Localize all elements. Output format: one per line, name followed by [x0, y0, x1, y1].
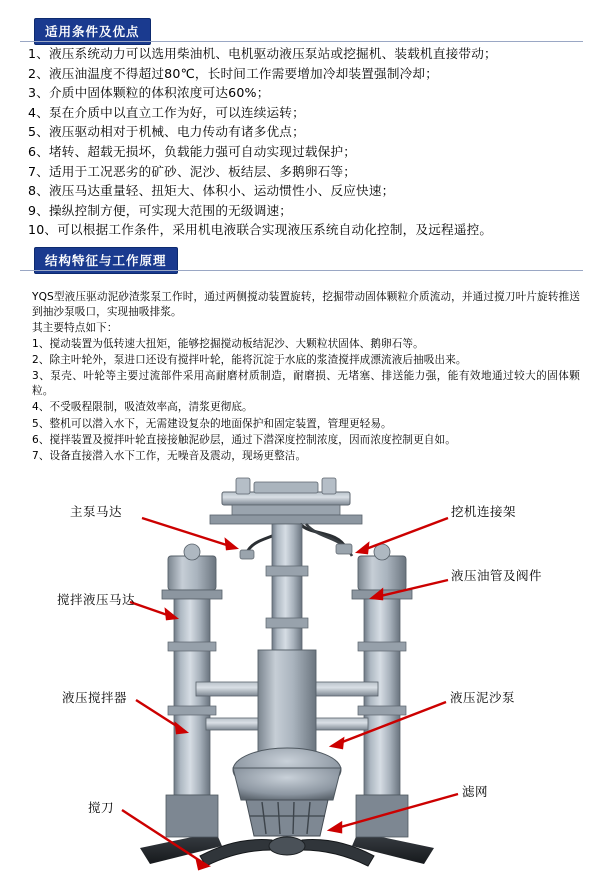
advantages-heading-rule	[20, 41, 583, 42]
pump-machine-graphic	[140, 478, 434, 866]
list-item: 2、液压油温度不得超过80℃，长时间工作需要增加冷却装置强制冷却；	[28, 65, 438, 81]
callout-strainer-screen: 滤网	[462, 784, 489, 799]
callout-excavator-bracket: 挖机连接架	[451, 504, 517, 519]
structure-point: 4、不受吸程限制，吸渣效率高，清浆更彻底。	[32, 401, 253, 414]
list-item: 7、适用于工况恶劣的矿砂、泥沙、板结层、多鹅卵石等；	[28, 163, 357, 179]
structure-intro: YQS型液压驱动泥砂渣浆泵工作时，通过两侧搅动装置旋转，挖掘带动固体颗粒介质流动，并通过搅刀叶片旋转推送到抽沙泵吸口，实现抽吸排浆。	[32, 291, 580, 319]
upper-frame-plate	[210, 515, 362, 524]
structure-points-title: 其主要特点如下：	[32, 322, 118, 335]
pump-figure	[0, 470, 603, 888]
list-item: 10、可以根据工作条件，采用机电液联合实现液压系统自动化控制，及远程遥控。	[28, 222, 493, 238]
callout-hydraulic-slurry-pump: 液压泥沙泵	[450, 690, 516, 705]
list-item: 9、操纵控制方便，可实现大范围的无级调速；	[28, 202, 293, 218]
advantages-list	[28, 44, 588, 240]
structure-point: 7、设备直接潜入水下工作，无噪音及震动，现场更整洁。	[32, 450, 307, 463]
structure-text-block	[32, 290, 580, 465]
list-item: 8、液压马达重量轻、扭矩大、体积小、运动惯性小、反应快速；	[28, 183, 395, 199]
hydraulic-agitator-left	[168, 599, 216, 795]
list-item: 4、泵在介质中以直立工作为好，可以连续运转；	[28, 104, 305, 120]
column-flange	[266, 566, 308, 576]
structure-point: 5、整机可以潜入水下，无需建设复杂的地面保护和固定装置，管理更轻易。	[32, 417, 392, 430]
pump-illustration	[0, 470, 603, 888]
stirring-hydraulic-motor-left	[162, 544, 222, 599]
list-item: 6、堵转、超载无损坏，负载能力强可自动实现过载保护；	[28, 143, 357, 159]
column-flange	[266, 618, 308, 628]
structure-heading-badge: 结构特征与工作原理	[34, 247, 178, 274]
hydraulic-agitator-right	[358, 599, 406, 795]
stirring-blade-part	[200, 837, 374, 866]
center-drive-column	[272, 524, 302, 650]
structure-heading-rule	[20, 270, 583, 271]
callout-stirring-blade: 搅刀	[88, 800, 115, 815]
list-item: 5、液压驱动相对于机械、电力传动有诸多优点；	[28, 124, 305, 140]
structure-point: 3、泵壳、叶轮等主要过流部件采用高耐磨材质制造，耐磨损、无堵塞、排送能力强，能有效地通过较大的固体颗粒。	[32, 370, 580, 398]
list-item: 3、介质中固体颗粒的体积浓度可达60%；	[28, 85, 270, 101]
structure-point: 2、除主叶轮外，泵进口还设有搅拌叶轮，能将沉淀于水底的浆渣搅拌成漂流液后抽吸出来。	[32, 353, 467, 366]
structure-point: 1、搅动装置为低转速大扭矩，能够挖掘搅动板结泥沙、大颗粒状固体、鹅卵石等。	[32, 337, 424, 350]
structure-point: 6、搅拌装置及搅拌叶轮直接接触泥砂层，通过下潜深度控制浓度，因而浓度控制更自如。	[32, 433, 456, 446]
callout-hydraulic-agitator: 液压搅拌器	[62, 690, 128, 705]
advantages-heading-badge: 适用条件及优点	[34, 18, 151, 45]
strainer-screen-part	[246, 800, 328, 836]
callout-stirring-hydraulic-motor: 搅拌液压马达	[57, 592, 136, 607]
list-item: 1、液压系统动力可以选用柴油机、电机驱动液压泵站或挖掘机、装载机直接带动；	[28, 46, 497, 61]
callout-hydraulic-hose-valve: 液压油管及阀件	[451, 568, 543, 583]
callout-main-pump-motor: 主泵马达	[70, 504, 123, 519]
excavator-bracket-part	[222, 478, 350, 515]
